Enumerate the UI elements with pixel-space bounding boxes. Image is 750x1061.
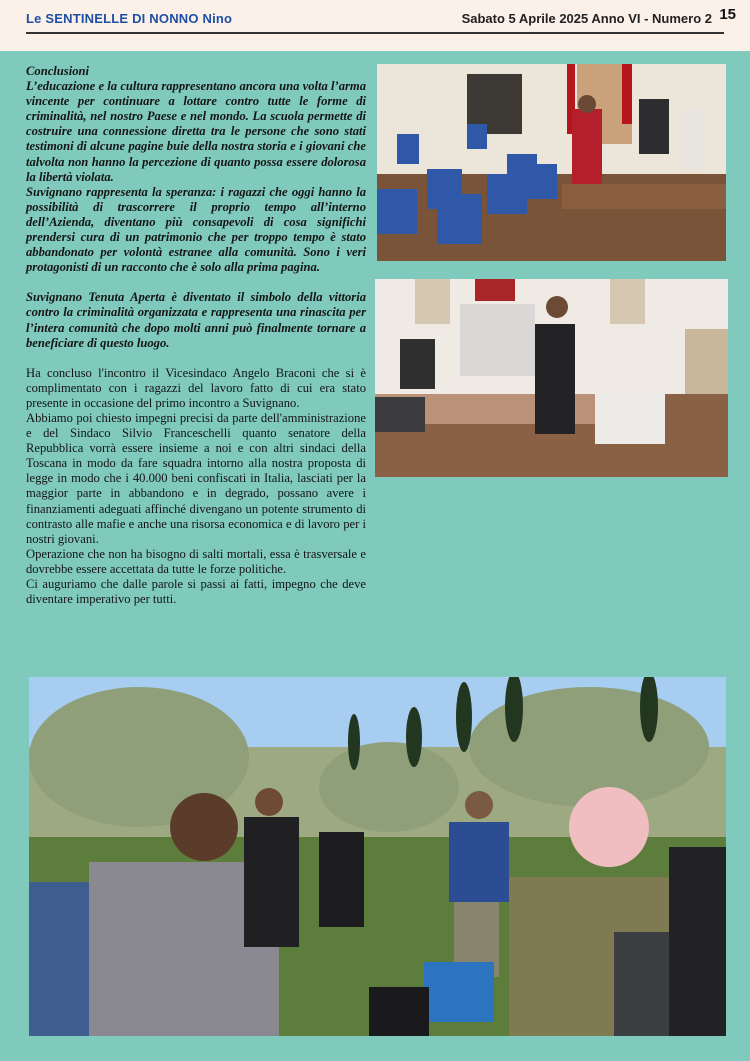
issue-date: Sabato 5 Aprile 2025 Anno VI - Numero 2: [461, 11, 712, 26]
newsletter-title: Le SENTINELLE DI NONNO Nino: [26, 11, 233, 26]
header-rule: [26, 32, 724, 34]
incontro-paragraph-1: Ha concluso l'incontro il Vicesindaco Angelo Braconi che si è complimentato con i ragazzi del lavoro fatto di cui era stato presente in occasione del primo incontro a Suvignano.: [26, 365, 366, 410]
article-column: [26, 64, 366, 607]
simbolo-paragraph: Suvignano Tenuta Aperta è diventato il simbolo della vittoria contro la criminalità organizzata e rappresenta una rinascita per l’intera comunità che dopo molti anni può finalmente tornare a beneficiare di questo luogo.: [26, 290, 366, 350]
page-number: 15: [719, 6, 736, 23]
page-header: [0, 0, 750, 51]
photo-classroom-presentation: [377, 64, 726, 261]
photo-speaker-hall: [375, 279, 728, 477]
conclusioni-heading: Conclusioni: [26, 64, 89, 78]
conclusioni-paragraph-1: L’educazione e la cultura rappresentano ancora una volta l’arma vincente per continuare a lottare contro tutte le forme di criminalità, nel nostro Paese e nel mondo. La scuola permette di costruire una connessione diretta tra le persone che sono stati testimoni di alcune pagine buie della nostra storia e i giovani che talvolta non hanno la percezione di quanto possa essere dolorosa la libertà violata.: [26, 79, 366, 184]
incontro-paragraph-3: Operazione che non ha bisogno di salti mortali, essa è trasversale e dovrebbe essere accettata da tutte le forze politiche.: [26, 546, 366, 576]
incontro-paragraph-4: Ci auguriamo che dalle parole si passi ai fatti, impegno che deve diventare imperativo per tutti.: [26, 577, 366, 607]
photo-olive-grove-group: [29, 677, 726, 1036]
incontro-paragraph-2: Abbiamo poi chiesto impegni precisi da parte dell'amministrazione e del Sindaco Silvio Franceschelli quanto senatore della Repubblica vorrà essere insieme a noi e con altri sindaci della Toscana in modo da fare squadra intorno alla nostra proposta di legge in modo che i 40.000 beni confiscati in Italia, lasciati per la maggior parte in abbandono e in degrado, possano avere i finanziamenti adeguati affinché divengano un potente strumento di contrasto alle mafie e anche una risorsa economica e di lavoro per i nostri giovani.: [26, 410, 366, 546]
conclusioni-paragraph-2: Suvignano rappresenta la speranza: i ragazzi che oggi hanno la possibilità di trascorrere il proprio tempo all’interno dell’Azienda, diventano più consapevoli di cosa significhi prendersi cura di un patrimonio che per troppo tempo è stato abbandonato per volontà estranee alla comunità. Sono i veri protagonisti di un racconto che è solo alla prima pagina.: [26, 184, 366, 275]
